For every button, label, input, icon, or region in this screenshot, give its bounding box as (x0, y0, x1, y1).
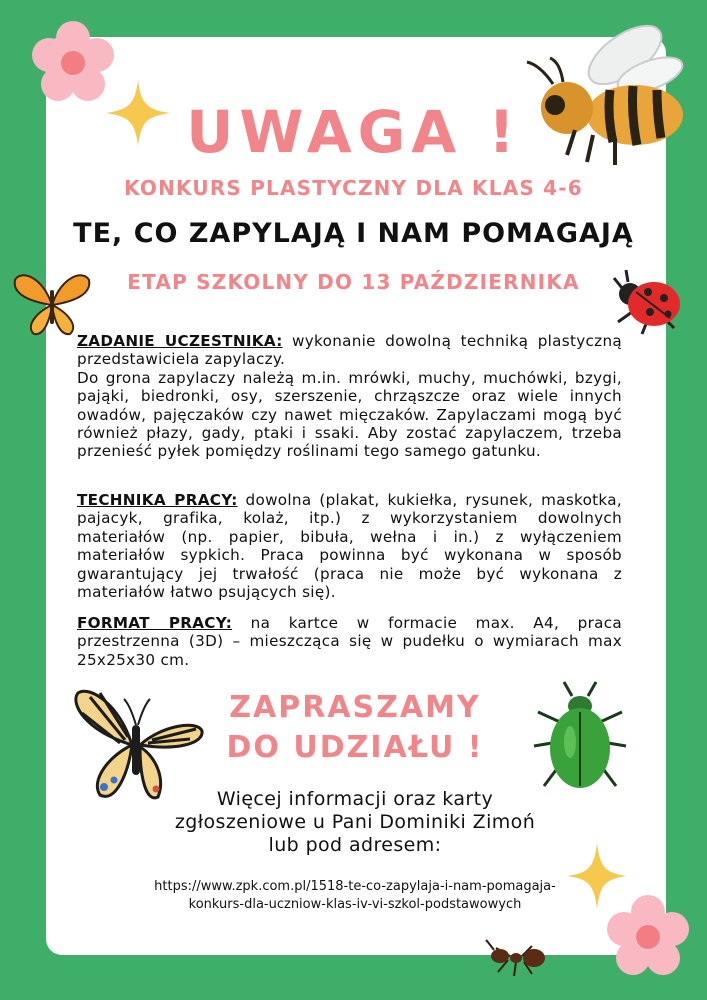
format-text: na kartce w formacie max. A4, praca przestrzenna (3D) – mieszcząca się w pudełku o wymiarach max 25x25x30 cm. (77, 614, 622, 669)
info-text (150, 788, 560, 857)
url-line-2[interactable]: konkurs-dla-uczniow-klas-iv-vi-szkol-podstawowych (188, 897, 522, 912)
ant-icon (488, 938, 550, 978)
task-paragraph (77, 332, 622, 369)
stage-deadline: ETAP SZKOLNY DO 13 PAŹDZIERNIKA (127, 270, 580, 294)
info-line-2: zgłoszeniowe u Pani Dominiki Zimoń (174, 811, 536, 833)
technique-text: dowolna (plakat, kukiełka, rysunek, maskotka, pajacyk, grafika, kolaż, itp.) z wykorzystaniem dowolnych materiałów (np. papier, bibuła, wełna i in.) z wyłączeniem materiałów sypkich. Praca powinna być wykonana w sposób gwarantujący jej trwałość (praca nie może być wykonana z materiałów łatwo psujących się). (77, 491, 622, 602)
task-section (77, 332, 622, 461)
invite-heading (140, 688, 570, 768)
technique-paragraph (77, 491, 622, 601)
info-line-3: lub pod adresem: (268, 834, 442, 856)
invite-line-2: DO UDZIAŁU ! (226, 730, 484, 765)
poster-subtitle: KONKURS PLASTYCZNY DLA KLAS 4-6 (124, 176, 583, 200)
technique-label: TECHNIKA PRACY: (77, 491, 238, 509)
info-line-1: Więcej informacji oraz karty (216, 788, 494, 810)
task-label: ZADANIE UCZESTNIKA: (77, 332, 283, 350)
info-url[interactable] (60, 878, 650, 914)
poster-title: UWAGA ! (186, 98, 521, 166)
poster-headline: TE, CO ZAPYLAJĄ I NAM POMAGAJĄ (73, 218, 634, 249)
format-section (77, 614, 622, 669)
task-text: wykonanie dowolną techniką plastyczną przedstawiciela zapylaczy. (77, 332, 622, 369)
task-details: Do grona zapylaczy należą m.in. mrówki, muchy, muchówki, bzygi, pająki, biedronki, osy, szerszenie, chrząszcze oraz wiele innych owadów, pajęczaków czy nawet mięczaków. Zapylaczami mogą być również płazy, gady, ptaki i ssaki. Aby zostać zapylaczem, trzeba przenieść pyłek pomiędzy roślinami tego samego gatunku. (77, 368, 622, 461)
technique-section (77, 491, 622, 601)
format-paragraph (77, 614, 622, 669)
format-label: FORMAT PRACY: (77, 614, 233, 632)
invite-line-1: ZAPRASZAMY (229, 690, 481, 725)
url-line-1[interactable]: https://www.zpk.com.pl/1518-te-co-zapylaja-i-nam-pomagaja- (154, 879, 556, 894)
